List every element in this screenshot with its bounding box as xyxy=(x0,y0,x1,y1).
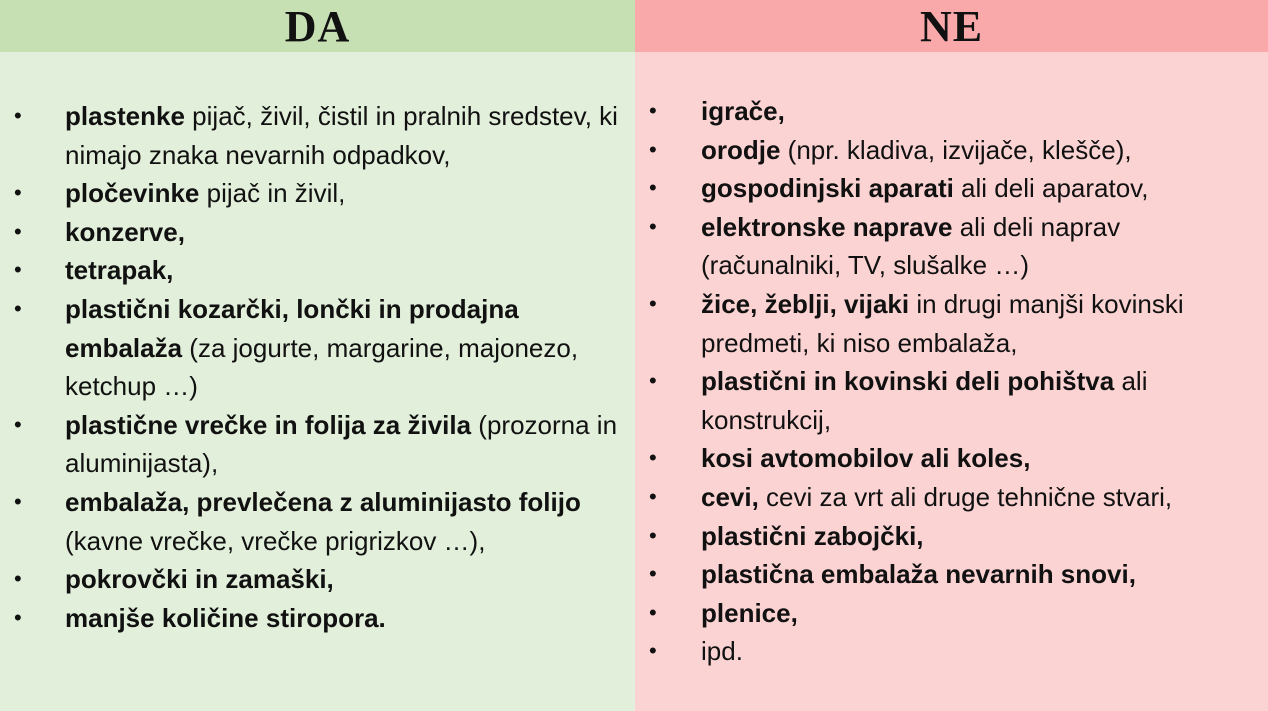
bullet-icon: • xyxy=(14,295,22,321)
da-item: • plastični kozarčki, lončki in prodajna embalaža (za jogurte, margarine, majonezo, ketchup …) xyxy=(0,290,620,406)
bullet-icon: • xyxy=(649,599,657,625)
ne-item: • kosi avtomobilov ali koles, xyxy=(635,439,1263,478)
bullet-icon: • xyxy=(649,175,657,201)
ne-list xyxy=(635,92,1263,671)
ne-item: • orodje (npr. kladiva, izvijače, klešče), xyxy=(635,131,1263,170)
da-item: • tetrapak, xyxy=(0,251,620,290)
bullet-icon: • xyxy=(649,213,657,239)
bullet-icon: • xyxy=(14,103,22,128)
bullet-icon: • xyxy=(14,566,22,592)
bullet-icon: • xyxy=(649,561,657,587)
da-item: • manjše količine stiropora. xyxy=(0,599,620,638)
da-item: • plastenke pijač, živil, čistil in pralnih sredstev, ki nimajo znaka nevarnih odpadkov, xyxy=(0,97,620,174)
bullet-icon: • xyxy=(649,445,657,471)
bullet-icon: • xyxy=(14,257,22,283)
bullet-icon: • xyxy=(14,604,22,630)
bullet-icon: • xyxy=(649,483,657,509)
bullet-icon: • xyxy=(649,290,657,316)
bullet-icon: • xyxy=(14,180,22,206)
ne-heading: NE xyxy=(635,0,1268,52)
da-item: • konzerve, xyxy=(0,213,620,252)
da-item: • pločevinke pijač in živil, xyxy=(0,174,620,213)
bullet-icon: • xyxy=(649,368,657,394)
ne-column xyxy=(635,0,1268,711)
da-item: • pokrovčki in zamaški, xyxy=(0,560,620,599)
ne-item: • gospodinjski aparati ali deli aparatov, xyxy=(635,169,1263,208)
ne-item: • žice, žeblji, vijaki in drugi manjši kovinski predmeti, ki niso embalaža, xyxy=(635,285,1263,362)
da-item: • embalaža, prevlečena z aluminijasto folijo (kavne vrečke, vrečke prigrizkov …), xyxy=(0,483,620,560)
ne-item: • plastični zabojčki, xyxy=(635,517,1263,556)
da-heading: DA xyxy=(0,0,635,52)
bullet-icon: • xyxy=(14,411,22,437)
bullet-icon: • xyxy=(649,638,657,664)
ne-item: • igrače, xyxy=(635,92,1263,131)
ne-item: • plenice, xyxy=(635,594,1263,633)
ne-item: • cevi, cevi za vrt ali druge tehnične stvari, xyxy=(635,478,1263,517)
da-item: • plastične vrečke in folija za živila (prozorna in aluminijasta), xyxy=(0,406,620,483)
ne-item: • elektronske naprave ali deli naprav (računalniki, TV, slušalke …) xyxy=(635,208,1263,285)
bullet-icon: • xyxy=(649,136,657,162)
bullet-icon: • xyxy=(649,522,657,548)
ne-item: • plastični in kovinski deli pohištva ali konstrukcij, xyxy=(635,362,1263,439)
bullet-icon: • xyxy=(649,98,657,123)
ne-item: • ipd. xyxy=(635,632,1263,671)
ne-item: • plastična embalaža nevarnih snovi, xyxy=(635,555,1263,594)
da-list xyxy=(0,97,620,637)
bullet-icon: • xyxy=(14,218,22,244)
bullet-icon: • xyxy=(14,488,22,514)
